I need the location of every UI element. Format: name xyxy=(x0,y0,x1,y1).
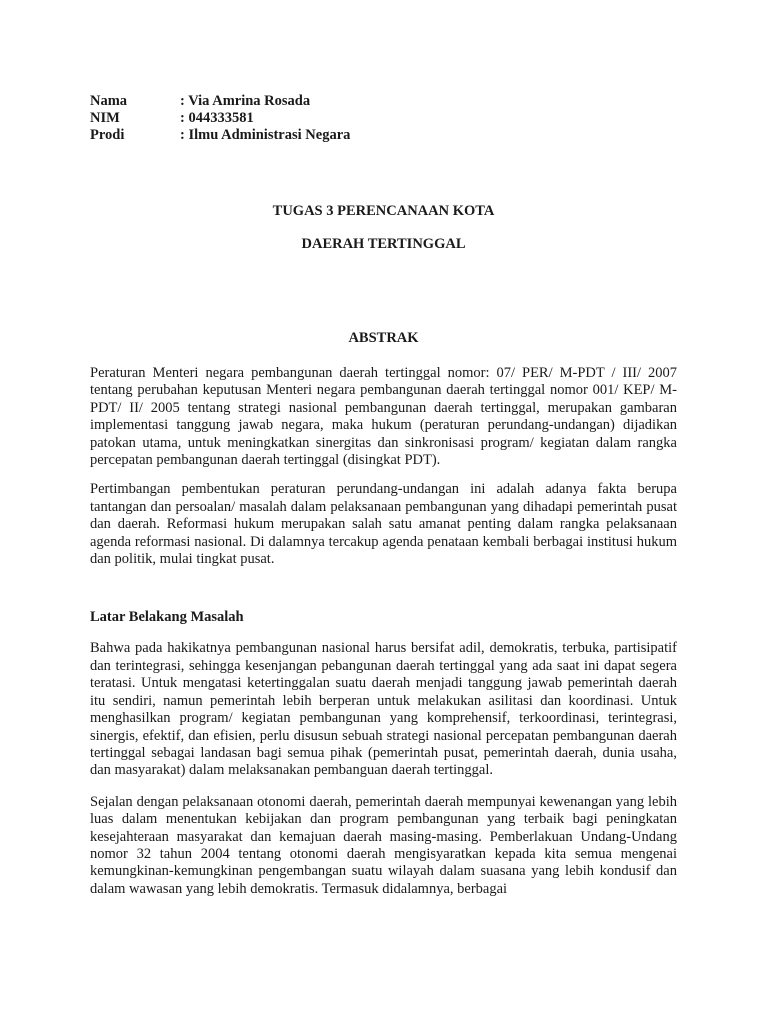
prodi-value: : Ilmu Administrasi Negara xyxy=(180,127,351,143)
prodi-label: Prodi xyxy=(90,127,125,143)
nim-value: : 044333581 xyxy=(180,110,254,126)
student-name-row xyxy=(90,93,350,110)
abstract-paragraph-2: Pertimbangan pembentukan peraturan perundang-undangan ini adalah adanya fakta berupa tantangan dan persoalan/ masalah dalam pelaksanaan pembangunan yang dihadapi pemerintah pusat dan daerah. Reformasi hukum merupakan salah satu amanat penting dalam rangka pelaksanaan agenda reformasi nasional. Di dalamnya tercakup agenda penataan kembali berbagai institusi hukum dan politik, mulai tingkat pusat. xyxy=(90,481,677,568)
student-prodi-row xyxy=(90,127,350,144)
name-label: Nama xyxy=(90,93,128,109)
document-page xyxy=(90,93,677,898)
student-info-table xyxy=(90,93,350,144)
background-paragraph-1: Bahwa pada hakikatnya pembangunan nasional harus bersifat adil, demokratis, terbuka, partisipatif dan terintegrasi, sehingga kesenjangan pebangunan daerah tertinggal yang ada saat ini dapat segera teratasi. Untuk mengatasi ketertinggalan suatu daerah menjadi tanggung jawab pemerintah daerah itu sendiri, namun pemerintah lebih berperan untuk melakukan asilitasi dan koordinasi. Untuk menghasilkan program/ kegiatan pembangunan yang komprehensif, terkoordinasi, terintegrasi, sinergis, efektif, dan efisien, perlu disusun sebuah strategi nasional percepatan pembangunan daerah tertinggal sebagai landasan bagi semua pihak (pemerintah pusat, pemerintah daerah, dunia usaha, dan masyarakat) dalam melaksanakan pembanguan daerah tertinggal. xyxy=(90,640,677,779)
nim-label: NIM xyxy=(90,110,120,126)
abstract-paragraph-1: Peraturan Menteri negara pembangunan daerah tertinggal nomor: 07/ PER/ M-PDT / III/ 2007 tentang perubahan keputusan Menteri negara pembangunan daerah tertinggal nomor 001/ KEP/ M-PDT/ II/ 2005 tentang strategi nasional pembangunan daerah tertinggal, merupakan gambaran implementasi tanggung jawab negara, maka hukum (peraturan perundang-undangan) dijadikan patokan utama, untuk meningkatkan sinergitas dan sinkronisasi program/ kegiatan dalam rangka percepatan pembangunan daerah tertinggal (disingkat PDT). xyxy=(90,365,677,469)
document-title-line-1: TUGAS 3 PERENCANAAN KOTA xyxy=(272,203,495,219)
abstract-heading: ABSTRAK xyxy=(348,330,419,346)
background-paragraph-2: Sejalan dengan pelaksanaan otonomi daerah, pemerintah daerah mempunyai kewenangan yang lebih luas dalam menentukan kebijakan dan program pembangunan yang terbaik bagi peningkatan kesejahteraan masyarakat dan kemajuan daerah masing-masing. Pemberlakuan Undang-Undang nomor 32 tahun 2004 tentang otonomi daerah mengisyaratkan kepada kita semua mengenai kemungkinan-kemungkinan pengembangan suatu wilayah dalam suasana yang lebih kondusif dan dalam wawasan yang lebih demokratis. Termasuk didalamnya, berbagai xyxy=(90,793,677,897)
name-value: : Via Amrina Rosada xyxy=(180,93,311,109)
document-title-line-2: DAERAH TERTINGGAL xyxy=(301,236,466,252)
background-heading: Latar Belakang Masalah xyxy=(90,609,244,626)
student-nim-row xyxy=(90,110,350,127)
